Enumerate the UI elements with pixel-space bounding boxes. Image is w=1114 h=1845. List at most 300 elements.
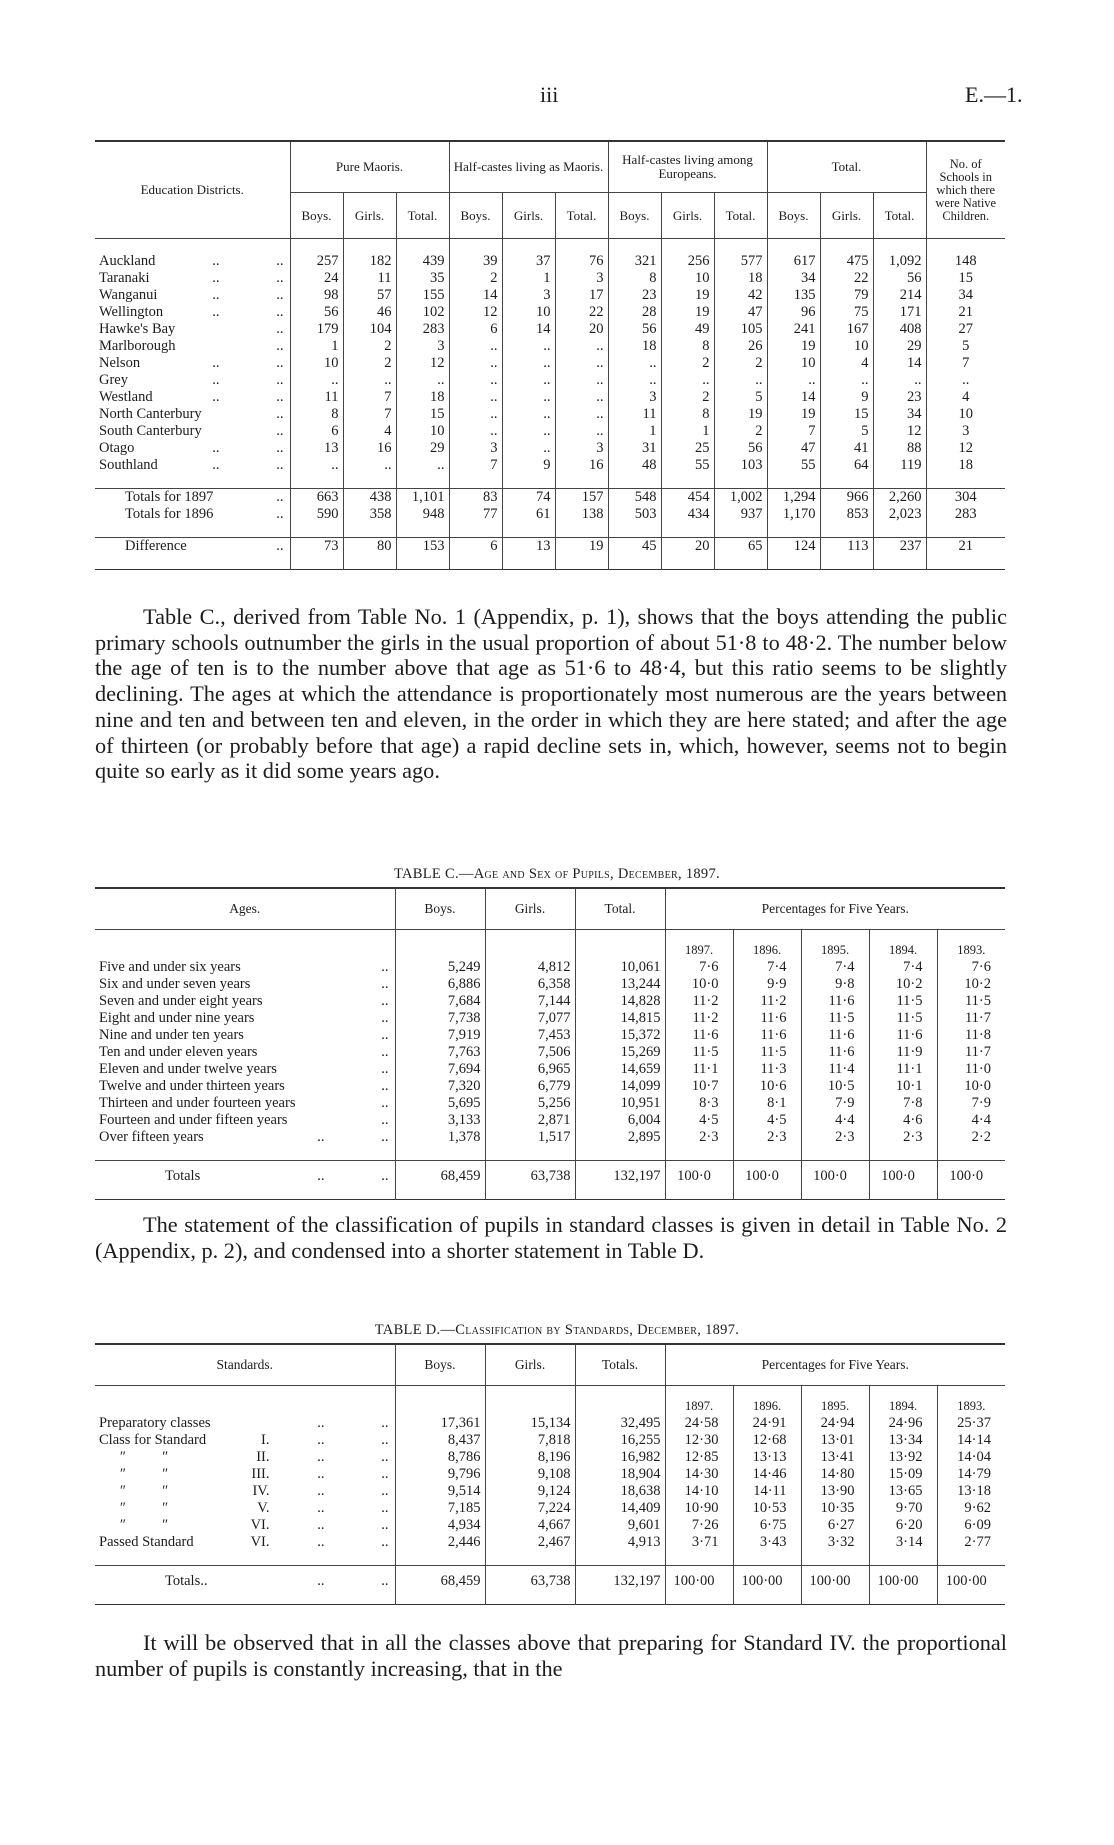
value-cell: 132,197 [575, 1161, 665, 1192]
spacer-cell [608, 239, 661, 254]
col-header-label: Ages. [95, 888, 395, 930]
value-cell: 2,446 [395, 1534, 485, 1551]
spacer-cell [395, 1386, 485, 1399]
spacer-cell [926, 239, 1005, 254]
value-cell: 8 [661, 338, 714, 355]
table-row [95, 1078, 1005, 1095]
value-cell: 55 [767, 457, 820, 474]
value-cell: .. [502, 338, 555, 355]
value-cell: 15,269 [575, 1044, 665, 1061]
spacer-cell [396, 239, 449, 254]
spacer-cell [95, 1596, 395, 1605]
value-cell: 24·96 [869, 1415, 937, 1432]
spacer-cell [290, 555, 343, 570]
value-cell: 11 [343, 270, 396, 287]
value-cell: 18 [926, 457, 1005, 474]
leader-dots: .. [276, 423, 284, 439]
value-cell: 24·91 [733, 1415, 801, 1432]
value-cell: 47 [767, 440, 820, 457]
value-cell: .. [555, 372, 608, 389]
value-cell: 241 [767, 321, 820, 338]
group-header-total: Total. [767, 141, 926, 193]
value-cell: 9 [502, 457, 555, 474]
leader-dots: .. [317, 1517, 325, 1533]
value-cell: 9 [820, 389, 873, 406]
value-cell: 12 [873, 423, 926, 440]
row-label-text: Totals for 1897 [125, 489, 214, 505]
spacer-cell [608, 555, 661, 570]
row-label [95, 1027, 395, 1044]
value-cell: 6,886 [395, 976, 485, 993]
table-row [95, 1112, 1005, 1129]
spacer-cell [575, 1596, 665, 1605]
value-cell: 98 [290, 287, 343, 304]
value-cell: 15 [820, 406, 873, 423]
value-cell: 124 [767, 538, 820, 556]
value-cell: 65 [714, 538, 767, 556]
value-cell: 1,517 [485, 1129, 575, 1146]
spacer-cell [873, 474, 926, 489]
value-cell: 5 [820, 423, 873, 440]
value-cell: 14·79 [937, 1466, 1005, 1483]
value-cell: 3 [449, 440, 502, 457]
value-cell: 13·01 [801, 1432, 869, 1449]
value-cell: 2 [343, 355, 396, 372]
spacer-cell [869, 1191, 937, 1200]
row-label-text: South Canterbury [99, 423, 202, 439]
spacer-cell [95, 1551, 395, 1566]
row-label-text: Passed Standard [99, 1534, 194, 1550]
spacer-cell [485, 1386, 575, 1399]
spacer-row [95, 1551, 1005, 1566]
value-cell: 590 [290, 506, 343, 523]
row-label-text: Otago [99, 440, 135, 456]
table-d-title [0, 1322, 1114, 1339]
value-cell: 10·0 [665, 976, 733, 993]
value-cell: 7 [343, 389, 396, 406]
leader-dots: .. [317, 1483, 325, 1499]
col-header-total: Total. [575, 888, 665, 930]
value-cell: 2·3 [869, 1129, 937, 1146]
value-cell: 11·5 [869, 993, 937, 1010]
leader-dots: .. [276, 304, 284, 320]
spacer-cell [733, 1146, 801, 1161]
spacer-cell [801, 1386, 869, 1399]
value-cell: 18 [396, 389, 449, 406]
standard-numeral: VI. [250, 1534, 270, 1550]
value-cell: 56 [608, 321, 661, 338]
col-header-total: Total. [873, 193, 926, 239]
value-cell: 7·4 [869, 959, 937, 976]
value-cell: 12 [449, 304, 502, 321]
value-cell: 1 [661, 423, 714, 440]
value-cell: 11·8 [937, 1027, 1005, 1044]
value-cell: 6,358 [485, 976, 575, 993]
spacer-cell [502, 474, 555, 489]
col-header-total: Total. [396, 193, 449, 239]
table-row [95, 1061, 1005, 1078]
value-cell: 7 [343, 406, 396, 423]
value-cell: 2 [449, 270, 502, 287]
value-cell: 6·75 [733, 1517, 801, 1534]
spacer-cell [290, 239, 343, 254]
spacer-cell [485, 930, 575, 943]
spacer-cell [937, 1146, 1005, 1161]
leader-dots: .. [381, 1572, 389, 1589]
row-label-text: ″ ″ [119, 1483, 168, 1499]
spacer-cell [869, 1386, 937, 1399]
value-cell: 6·20 [869, 1517, 937, 1534]
leader-dots: .. [381, 1129, 389, 1145]
col-header-percentages: Percentages for Five Years. [665, 1344, 1005, 1386]
spacer-cell [575, 930, 665, 943]
spacer-cell [449, 555, 502, 570]
value-cell: 15,372 [575, 1027, 665, 1044]
value-cell: 155 [396, 287, 449, 304]
leader-dots: .. [381, 1415, 389, 1431]
value-cell: 61 [502, 506, 555, 523]
value-cell: 23 [873, 389, 926, 406]
value-cell: 2,895 [575, 1129, 665, 1146]
table-row [95, 1432, 1005, 1449]
value-cell: .. [555, 406, 608, 423]
value-cell: 10,951 [575, 1095, 665, 1112]
value-cell: 7,919 [395, 1027, 485, 1044]
spacer-cell [937, 1386, 1005, 1399]
value-cell: 21 [926, 304, 1005, 321]
spacer-row [95, 1386, 1005, 1399]
row-label [95, 1061, 395, 1078]
value-cell: .. [926, 372, 1005, 389]
standard-numeral: IV. [252, 1483, 270, 1499]
col-header-boys: Boys. [290, 193, 343, 239]
spacer-cell [820, 523, 873, 538]
spacer-cell [661, 474, 714, 489]
value-cell: 100·00 [937, 1566, 1005, 1597]
spacer-cell [502, 523, 555, 538]
value-cell: 13·92 [869, 1449, 937, 1466]
leader-dots: .. [381, 1517, 389, 1533]
value-cell: 7 [926, 355, 1005, 372]
spacer-cell [396, 523, 449, 538]
value-cell: 6 [449, 538, 502, 556]
spacer-cell [926, 474, 1005, 489]
value-cell: 9,796 [395, 1466, 485, 1483]
spacer-cell [767, 523, 820, 538]
value-cell: 11·5 [869, 1010, 937, 1027]
value-cell: 4,667 [485, 1517, 575, 1534]
spacer-cell [395, 1146, 485, 1161]
value-cell: 14 [502, 321, 555, 338]
header-row [95, 888, 1005, 930]
row-label [95, 304, 290, 321]
spacer-cell [733, 1596, 801, 1605]
value-cell: 11·4 [801, 1061, 869, 1078]
value-cell: 4·5 [733, 1112, 801, 1129]
row-label-text: Ten and under eleven years [99, 1044, 258, 1060]
value-cell: 24·58 [665, 1415, 733, 1432]
value-cell: 19 [767, 338, 820, 355]
col-header-boys: Boys. [395, 1344, 485, 1386]
spacer-cell [95, 239, 290, 254]
table-row [95, 538, 1005, 556]
table-row [95, 338, 1005, 355]
value-cell: 3 [396, 338, 449, 355]
value-cell: 10·2 [937, 976, 1005, 993]
value-cell: 4 [820, 355, 873, 372]
value-cell: 26 [714, 338, 767, 355]
value-cell: 34 [767, 270, 820, 287]
value-cell: 45 [608, 538, 661, 556]
value-cell: 6 [449, 321, 502, 338]
value-cell: 68,459 [395, 1566, 485, 1597]
value-cell: 132,197 [575, 1566, 665, 1597]
row-label-text: Six and under seven years [99, 976, 251, 992]
spacer-cell [873, 239, 926, 254]
leader-dots: .. [276, 338, 284, 354]
value-cell: 4·5 [665, 1112, 733, 1129]
value-cell: 105 [714, 321, 767, 338]
row-label [95, 1449, 395, 1466]
group-header-half-castes-maoris: Half-castes living as Maoris. [449, 141, 608, 193]
table-row [95, 1517, 1005, 1534]
value-cell: 153 [396, 538, 449, 556]
value-cell: 138 [555, 506, 608, 523]
row-label [95, 1534, 395, 1551]
col-header-label: Standards. [95, 1344, 395, 1386]
value-cell: 7,320 [395, 1078, 485, 1095]
value-cell: 34 [926, 287, 1005, 304]
leader-dots: .. [381, 1432, 389, 1448]
value-cell: 18,638 [575, 1483, 665, 1500]
table-row [95, 1027, 1005, 1044]
leader-dots: .. [276, 457, 284, 473]
value-cell: 19 [555, 538, 608, 556]
value-cell: 7,506 [485, 1044, 575, 1061]
value-cell: 13 [502, 538, 555, 556]
value-cell: .. [449, 389, 502, 406]
row-label-text: Eight and under nine years [99, 1010, 255, 1026]
spacer-row [95, 1146, 1005, 1161]
row-label [95, 253, 290, 270]
value-cell: 80 [343, 538, 396, 556]
table-row [95, 287, 1005, 304]
value-cell: 439 [396, 253, 449, 270]
value-cell: 853 [820, 506, 873, 523]
value-cell: 10 [502, 304, 555, 321]
value-cell: 2·2 [937, 1129, 1005, 1146]
value-cell: 18 [714, 270, 767, 287]
spacer-cell [767, 239, 820, 254]
value-cell: 148 [926, 253, 1005, 270]
spacer-cell [661, 555, 714, 570]
value-cell: 1,170 [767, 506, 820, 523]
value-cell: 10 [926, 406, 1005, 423]
spacer-cell [869, 930, 937, 943]
value-cell: 10·35 [801, 1500, 869, 1517]
value-cell: 408 [873, 321, 926, 338]
table-d-title-main: Classification by Standards, December, [455, 1322, 702, 1338]
value-cell: 283 [926, 506, 1005, 523]
spacer-cell [95, 523, 290, 538]
value-cell: 10·1 [869, 1078, 937, 1095]
value-cell: 14·46 [733, 1466, 801, 1483]
year-header: 1894. [869, 1398, 937, 1415]
spacer-cell [937, 1596, 1005, 1605]
value-cell: 3,133 [395, 1112, 485, 1129]
value-cell: 14,099 [575, 1078, 665, 1095]
leader-dots: .. [317, 1415, 325, 1431]
value-cell: 304 [926, 489, 1005, 507]
value-cell: 321 [608, 253, 661, 270]
value-cell: 7 [449, 457, 502, 474]
value-cell: .. [661, 372, 714, 389]
value-cell: 9,124 [485, 1483, 575, 1500]
value-cell: 29 [873, 338, 926, 355]
value-cell: 14·30 [665, 1466, 733, 1483]
value-cell: 13·18 [937, 1483, 1005, 1500]
spacer-cell [801, 1191, 869, 1200]
col-header-total: Total. [555, 193, 608, 239]
value-cell: 6 [290, 423, 343, 440]
value-cell: 7·9 [937, 1095, 1005, 1112]
leader-dots: .. [212, 372, 220, 388]
leader-dots: .. [212, 287, 220, 303]
value-cell: 11·6 [869, 1027, 937, 1044]
spacer-cell [608, 523, 661, 538]
table-row [95, 1534, 1005, 1551]
value-cell: 966 [820, 489, 873, 507]
row-label [95, 489, 290, 507]
row-label-text: Thirteen and under fourteen years [99, 1095, 296, 1111]
value-cell: 4 [343, 423, 396, 440]
value-cell: 14,659 [575, 1061, 665, 1078]
paragraph-3-text: It will be observed that in all the classes above that preparing for Standard IV. the proportional number of pupils is constantly increasing, that in the [95, 1630, 1007, 1681]
spacer-cell [290, 474, 343, 489]
col-header-boys: Boys. [608, 193, 661, 239]
value-cell: 214 [873, 287, 926, 304]
spacer-cell [449, 523, 502, 538]
row-label [95, 1517, 395, 1534]
document-reference: E.—1. [965, 82, 1023, 107]
row-label [95, 440, 290, 457]
row-label [95, 1161, 395, 1192]
spacer-cell [665, 1551, 733, 1566]
spacer-cell [485, 1146, 575, 1161]
value-cell: 5 [714, 389, 767, 406]
value-cell: 2,023 [873, 506, 926, 523]
value-cell: 55 [661, 457, 714, 474]
value-cell: 14·14 [937, 1432, 1005, 1449]
value-cell: 19 [714, 406, 767, 423]
value-cell: 3·32 [801, 1534, 869, 1551]
value-cell: 4,812 [485, 959, 575, 976]
leader-dots: .. [317, 1129, 325, 1145]
value-cell: 6,004 [575, 1112, 665, 1129]
value-cell: .. [396, 372, 449, 389]
spacer-cell [869, 1551, 937, 1566]
value-cell: 14,409 [575, 1500, 665, 1517]
value-cell: 4·6 [869, 1112, 937, 1129]
value-cell: 6·09 [937, 1517, 1005, 1534]
value-cell: 12 [396, 355, 449, 372]
value-cell: 3·14 [869, 1534, 937, 1551]
spacer-cell [95, 555, 290, 570]
spacer-cell [343, 523, 396, 538]
table-row [95, 1044, 1005, 1061]
leader-dots: .. [381, 976, 389, 992]
blank-cell [485, 1398, 575, 1415]
value-cell: 14·80 [801, 1466, 869, 1483]
value-cell: 5,256 [485, 1095, 575, 1112]
value-cell: 283 [396, 321, 449, 338]
value-cell: 25·37 [937, 1415, 1005, 1432]
value-cell: 35 [396, 270, 449, 287]
spacer-cell [343, 555, 396, 570]
value-cell: 7·26 [665, 1517, 733, 1534]
spacer-cell [801, 1596, 869, 1605]
value-cell: 31 [608, 440, 661, 457]
leader-dots: .. [381, 1010, 389, 1026]
spacer-cell [820, 474, 873, 489]
value-cell: 42 [714, 287, 767, 304]
spacer-cell [714, 555, 767, 570]
value-cell: 1,294 [767, 489, 820, 507]
year-header: 1896. [733, 942, 801, 959]
value-cell: 4·4 [801, 1112, 869, 1129]
value-cell: 8·1 [733, 1095, 801, 1112]
table-c-title-year: 1897. [685, 866, 720, 882]
blank-cell [395, 942, 485, 959]
table-row [95, 1129, 1005, 1146]
value-cell: 2 [661, 389, 714, 406]
value-cell: 171 [873, 304, 926, 321]
row-label [95, 389, 290, 406]
value-cell: 32,495 [575, 1415, 665, 1432]
table-row [95, 372, 1005, 389]
value-cell: 34 [873, 406, 926, 423]
spacer-cell [395, 930, 485, 943]
spacer-cell [395, 1551, 485, 1566]
leader-dots: .. [212, 389, 220, 405]
spacer-cell [733, 1386, 801, 1399]
value-cell: 11·6 [733, 1010, 801, 1027]
leader-dots: .. [276, 355, 284, 371]
table-d-title-year: 1897. [705, 1322, 740, 1338]
value-cell: .. [714, 372, 767, 389]
value-cell: 6,965 [485, 1061, 575, 1078]
value-cell: 10·7 [665, 1078, 733, 1095]
value-cell: 100·00 [801, 1566, 869, 1597]
year-header: 1894. [869, 942, 937, 959]
row-label-text: ″ ″ [119, 1517, 168, 1533]
value-cell: 1,101 [396, 489, 449, 507]
value-cell: 23 [608, 287, 661, 304]
value-cell: 503 [608, 506, 661, 523]
year-header: 1893. [937, 942, 1005, 959]
value-cell: .. [767, 372, 820, 389]
leader-dots: .. [276, 270, 284, 286]
value-cell: 3·43 [733, 1534, 801, 1551]
value-cell: 1 [502, 270, 555, 287]
value-cell: 179 [290, 321, 343, 338]
row-label [95, 1483, 395, 1500]
value-cell: 11 [290, 389, 343, 406]
spacer-cell [801, 1551, 869, 1566]
value-cell: 577 [714, 253, 767, 270]
row-label-text: Southland [99, 457, 158, 473]
value-cell: 7 [767, 423, 820, 440]
